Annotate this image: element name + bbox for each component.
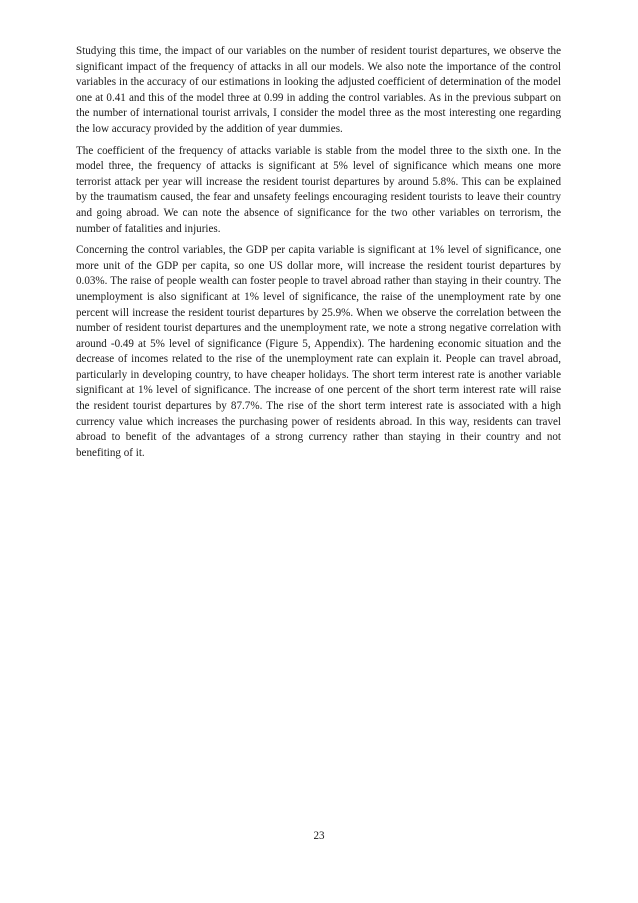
body-text <box>76 44 561 467</box>
paragraph-attacks-coefficient: The coefficient of the frequency of attacks variable is stable from the model three to the sixth one. In the model three, the frequency of attacks is significant at 5% level of significance which means one more terrorist attack per year will increase the resident tourist departures by around 5.8%. This can be explained by the traumatism caused, the fear and unsafety feelings encouraging resident tourists to leave their country and going abroad. We can note the absence of significance for the two other variables on terrorism, the number of fatalities and injuries. <box>76 144 561 235</box>
page-number: 23 <box>313 830 325 842</box>
paragraph-departures-impact: Studying this time, the impact of our variables on the number of resident tourist departures, we observe the significant impact of the frequency of attacks in all our models. We also note the importance of the control variables in the accuracy of our estimations in looking the adjusted coefficient of determination of the model one at 0.41 and this of the model three at 0.99 in adding the control variables. As in the previous subpart on the number of international tourist arrivals, I consider the model three as the most interesting one regarding the low accuracy provided by the addition of year dummies. <box>76 45 561 135</box>
paragraph-control-variables: Concerning the control variables, the GDP per capita variable is significant at 1% level of significance, one more unit of the GDP per capita, so one US dollar more, will increase the resident tourist departures by 0.03%. The raise of people wealth can foster people to travel abroad rather than staying in their country. The unemployment is also significant at 1% level of significance, the raise of the unemployment rate by one percent will increase the resident tourist departures by 25.9%. When we observe the correlation between the number of resident tourist departures and the unemployment rate, we note a strong negative correlation with around -0.49 at 5% level of significance (Figure 5, Appendix). The hardening economic situation and the decrease of incomes related to the rise of the unemployment rate can explain it. People can travel abroad, particularly in developing country, to have cheaper holidays. The short term interest rate is another variable significant at 1% level of significance. The increase of one percent of the short term interest rate will raise the resident tourist departures by 87.7%. The rise of the short term interest rate is associated with a high currency value which increases the purchasing power of residents abroad. In this way, residents can travel abroad to benefit of the advantages of a strong currency rather than staying in their country and not benefiting of it. <box>76 244 561 459</box>
